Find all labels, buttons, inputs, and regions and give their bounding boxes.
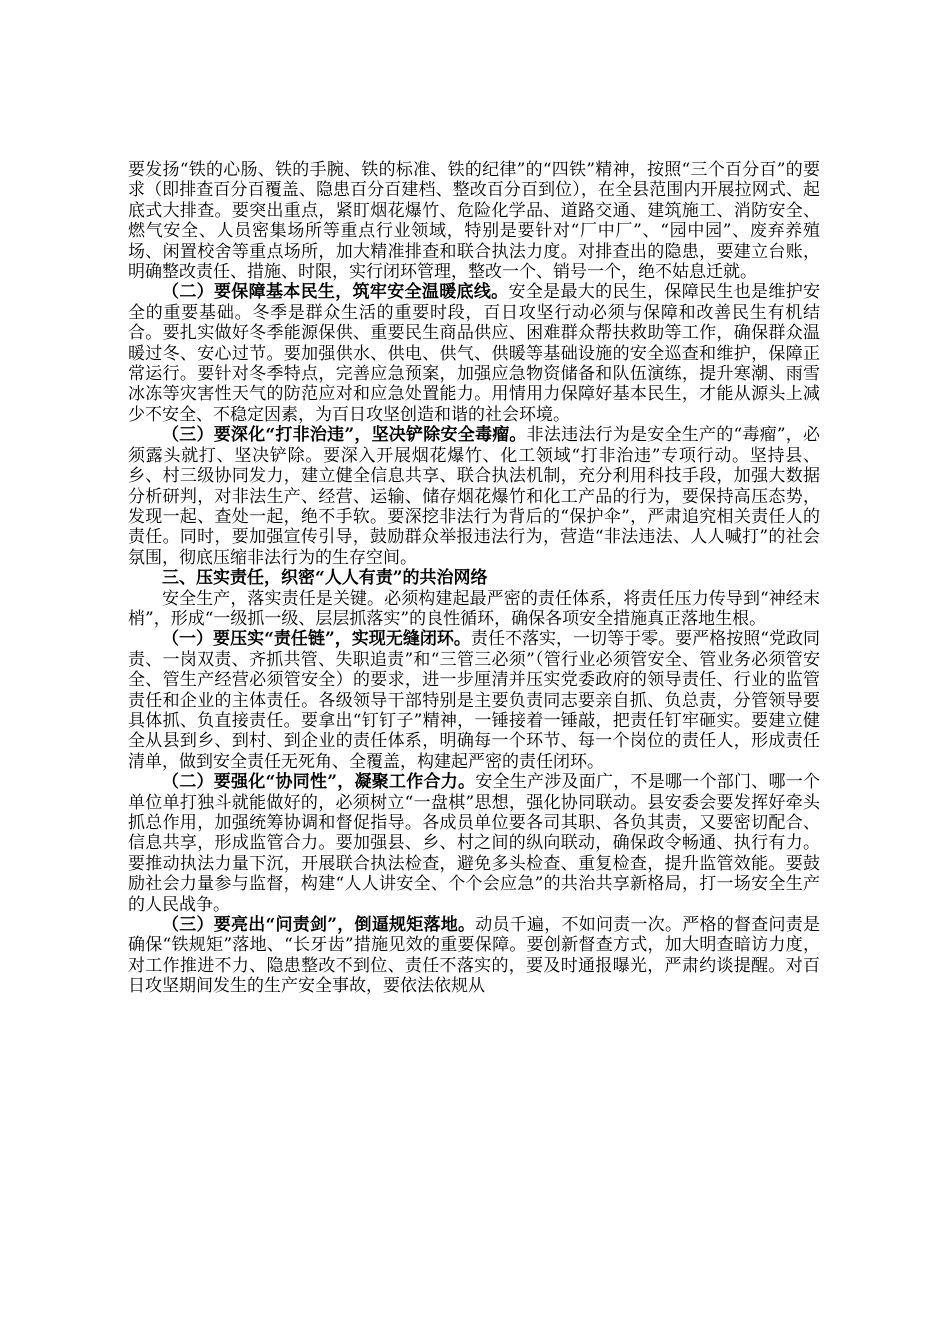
paragraph-text: 安全生产，落实责任是关键。必须构建起最严密的责任体系，将责任压力传导到“神经末梢”，形成“一级抓一级、层层抓落实”的良性循环，确保各项安全措施真正落地生根。 [128,588,820,629]
document-body [128,160,820,997]
section-title-responsibility: 三、压实责任，织密“人人有责”的共治网络 [162,568,488,589]
paragraph-heading: （二）要保障基本民生，筑牢安全温暖底线。 [162,282,509,303]
paragraph-text: 安全是最大的民生，保障民生也是维护安全的重要基础。冬季是群众生活的重要时段，百日攻坚行动必须与保障和改善民生有机结合。要扎实做好冬季能源保供、重要民生商品供应、困难群众帮扶救助等工作，确保群众温暖过冬、安心过节。要加强供水、供电、供气、供暖等基础设施的安全巡查和维护，保障正常运行。要针对冬季特点，完善应急预案，加强应急物资储备和队伍演练，提升寒潮、雨雪冰冻等灾害性天气的防范应对和应急处置能力。用情用力保障好基本民生，才能从源头上减少不安全、不稳定因素，为百日攻坚创造和谐的社会环境。 [128,282,821,425]
paragraph-heading: （一）要压实“责任链”，实现无缝闭环。 [162,629,471,650]
paragraph-coordination [128,772,820,915]
paragraph-heading: （三）要亮出“问责剑”，倒逼规矩落地。 [162,915,476,936]
paragraph-text: 要发扬“铁的心肠、铁的手腕、铁的标准、铁的纪律”的“四铁”精神，按照“三个百分百”的要求（即排查百分百覆盖、隐患百分百建档、整改百分百到位），在全县范围内开展拉网式、起底式大排查。要突出重点，紧盯烟花爆竹、危险化学品、道路交通、建筑施工、消防安全、燃气安全、人员密集场所等重点行业领域，特别是要针对“厂中厂”、“园中园”、废弃养殖场、闲置校舍等重点场所，加大精准排查和联合执法力度。对排查出的隐患，要建立台账，明确整改责任、措施、时限，实行闭环管理，整改一个、销号一个，绝不姑息迁就。 [128,160,820,283]
paragraph-text: 责任不落实，一切等于零。要严格按照“党政同责、一岗双责、齐抓共管、失职追责”和“三管三必须”（管行业必须管安全、管业务必须管安全、管生产经营必须管安全）的要求，进一步厘清并压实党委政府的领导责任、行业的监管责任和企业的主体责任。各级领导干部特别是主要负责同志要亲自抓、负总责，分管领导要具体抓、负直接责任。要拿出“钉钉子”精神，一锤接着一锤敲，把责任钉牢砸实。要建立健全从县到乡、到村、到企业的责任体系，明确每一个环节、每一个岗位的责任人，形成责任清单，做到安全责任无死角、全覆盖，构建起严密的责任闭环。 [128,629,820,772]
paragraph-responsibility-chain [128,629,820,772]
paragraph-heading: （三）要深化“打非治违”，坚决铲除安全毒瘤。 [162,425,527,446]
paragraph-text: 安全生产涉及面广，不是哪一个部门、哪一个单位单打独斗就能做好的，必须树立“一盘棋”思想，强化协同联动。县安委会要发挥好牵头抓总作用，加强统筹协调和督促指导。各成员单位要各司其职、各负其责，又要密切配合、信息共享，形成监管合力。要加强县、乡、村之间的纵向联动，确保政令畅通、执行有力。要推动执法力量下沉，开展联合执法检查，避免多头检查、重复检查，提升监管效能。要鼓励社会力量参与监督，构建“人人讲安全、个个会应急”的共治共享新格局，打一场安全生产的人民战争。 [128,772,820,915]
paragraph-accountability [128,915,820,997]
paragraph-text: 非法违法行为是安全生产的“毒瘤”，必须露头就打、坚决铲除。要深入开展烟花爆竹、化工领域“打非治违”专项行动。坚持县、乡、村三级协同发力，建立健全信息共享、联合执法机制，充分利用科技手段，加强大数据分析研判，对非法生产、经营、运输、储存烟花爆竹和化工产品的行为，要保持高压态势，发现一起、查处一起，绝不手软。要深挖非法行为背后的“保护伞”，严肃追究相关责任人的责任。同时，要加强宣传引导，鼓励群众举报违法行为，营造“非法违法、人人喊打”的社会氛围，彻底压缩非法行为的生存空间。 [128,425,820,568]
paragraph-intro-continuation [128,160,820,282]
paragraph-crackdown-illegal [128,425,820,568]
paragraph-text: 动员千遍，不如问责一次。严格的督查问责是确保“铁规矩”落地、“长牙齿”措施见效的重要保障。要创新督查方式，加大明查暗访力度，对工作推进不力、隐患整改不到位、责任不落实的，要及时通报曝光，严肃约谈提醒。对百日攻坚期间发生的生产安全事故，要依法依规从 [128,915,820,997]
paragraph-responsibility-intro [128,589,820,630]
paragraph-protect-livelihood [128,282,820,425]
paragraph-heading: （二）要强化“协同性”，凝聚工作合力。 [162,772,476,793]
